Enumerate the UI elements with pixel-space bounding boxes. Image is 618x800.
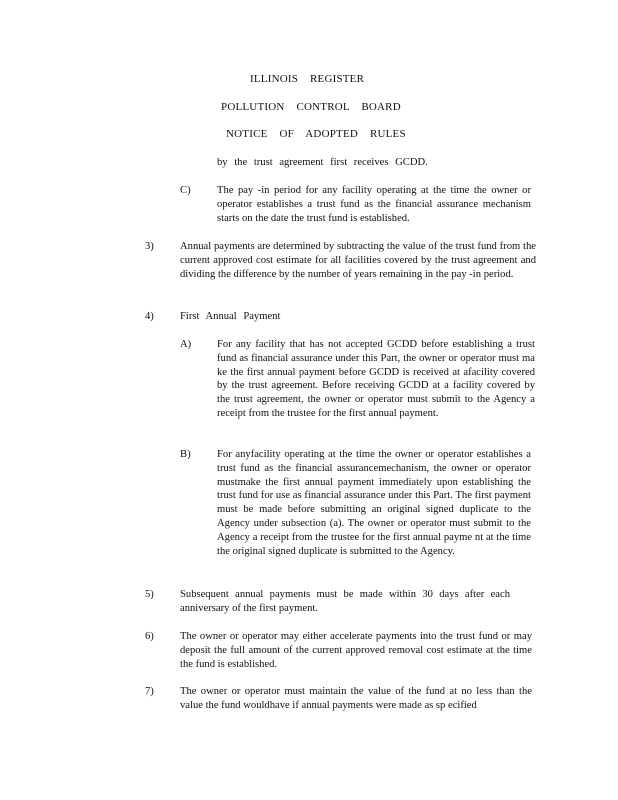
item-4-marker: 4)	[145, 311, 154, 322]
item-5-marker: 5)	[145, 589, 154, 600]
item-4-a-marker: A)	[180, 339, 192, 350]
item-7-marker: 7)	[145, 686, 154, 697]
item-c-marker: C)	[180, 185, 191, 196]
header-notice: NOTICE OF ADOPTED RULES	[226, 128, 406, 140]
item-5-text: Subsequent annual payments must be made within 30 days after each anniversary of the first payment.	[180, 589, 510, 614]
item-6-marker: 6)	[145, 631, 154, 642]
item-4-b-text: For anyfacility operating at the time the owner or operator establishes a trust fund as the financial assurancemechanism, the owner or operator mustmake the first annual payment immediately upon establishing the trust fund for use as financial assurance under this Part. The first payment must be made before submitting an original signed duplicate to the Agency under subsection (a). The owner or operator must submit to the Agency a receipt from the trustee for the first annual payme nt at the time the original signed duplicate is submitted to the Agency.	[217, 449, 531, 557]
item-4-a-text: For any facility that has not accepted GCDD before establishing a trust fund as financial assurance under this Part, the owner or operator must ma ke the first annual payment before GCDD is received at afacility covered by the trust agreement. Before receiving GCDD at a facility covered by the trust agreement, the owner or operator must submit to the Agency a receipt from the trustee for the first annual payment.	[217, 339, 535, 419]
item-4-title: First Annual Payment	[180, 311, 281, 322]
item-c-text: The pay -in period for any facility operating at the time the owner or operator establishes a trust fund as the financial assurance mechanism starts on the date the trust fund is established.	[217, 185, 531, 224]
header-register: ILLINOIS REGISTER	[250, 73, 365, 85]
header-board: POLLUTION CONTROL BOARD	[221, 101, 401, 113]
item-7-text: The owner or operator must maintain the value of the fund at no less than the value the fund wouldhave if annual payments were made as sp ecified	[180, 686, 532, 711]
item-3-marker: 3)	[145, 241, 154, 252]
item-6-text: The owner or operator may either accelerate payments into the trust fund or may deposit the full amount of the current approved removal cost estimate at the time the fund is established.	[180, 631, 532, 670]
item-3-text: Annual payments are determined by subtracting the value of the trust fund from the current approved cost estimate for all facilities covered by the trust agreement and dividing the difference by the number of years remaining in the pay -in period.	[180, 241, 536, 280]
item-4-b-marker: B)	[180, 449, 191, 460]
continuation-text: by the trust agreement first receives GCDD.	[217, 157, 428, 168]
